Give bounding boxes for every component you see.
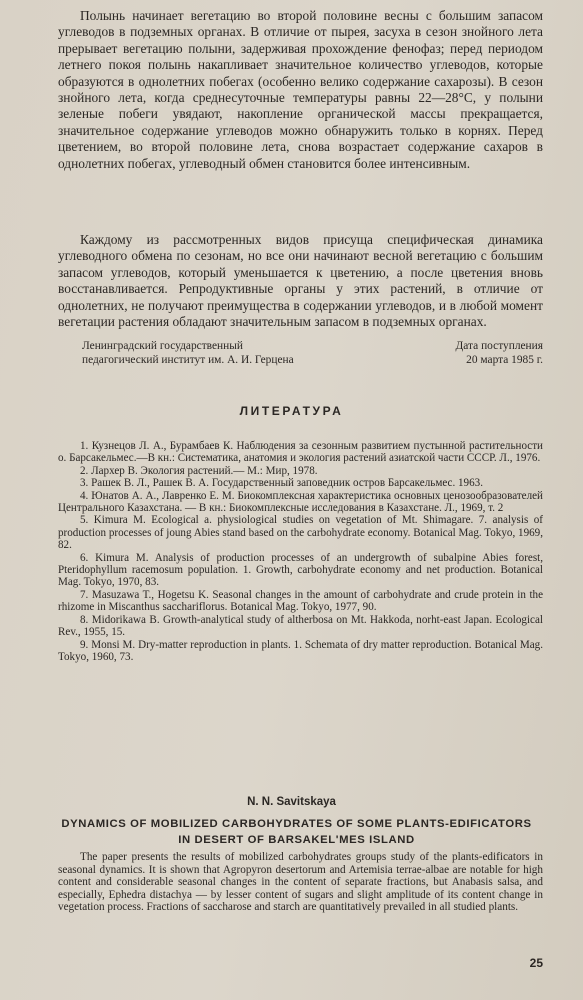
english-author: N. N. Savitskaya bbox=[247, 796, 336, 808]
references-heading: ЛИТЕРАТУРА bbox=[239, 404, 344, 418]
page-number: 25 bbox=[529, 956, 543, 970]
reference-item: 8. Midorikawa B. Growth-analytical study of altherbosa on Mt. Hakkoda, norht-east Japan. Ecological Rev., 1955, 15. bbox=[58, 613, 543, 639]
references-list bbox=[58, 440, 543, 663]
affiliation-line-1: Ленинградский государственный bbox=[82, 340, 243, 352]
english-title-line-2: IN DESERT OF BARSAKEL'MES ISLAND bbox=[178, 833, 415, 846]
affiliation bbox=[82, 340, 294, 368]
received-label: Дата поступления bbox=[455, 340, 543, 352]
received-date: 20 марта 1985 г. bbox=[466, 353, 543, 366]
reference-item: 1. Кузнецов Л. А., Бурамбаев К. Наблюдения за сезонным развитием пустынной растительности о. Барсакельмес.—В кн.: Систематика, анатомия и экология растений азиатской части СССР. Л., 1976. bbox=[58, 440, 543, 465]
reference-item: 2. Лархер В. Экология растений.— М.: Мир, 1978. bbox=[80, 464, 318, 477]
english-abstract: The paper presents the results of mobilized carbohydrates groups study of the plants-edificators in seasonal dynamics. It is shown that Agropyron desertorum and Artemisia terrae-albae are notable for high content and considerable seasonal changes in the content of separate fractions, but Anabasis salsa, and especially, Ephedra distachya — by lesser content of sugars and slight amplitude of its content change in vegetation process. Fractions of saccharose and starch are quantitatively prevailed in all studied plants. bbox=[58, 851, 543, 914]
reference-item: 3. Рашек В. Л., Рашек В. А. Государственный заповедник остров Барсакельмес. 1963. bbox=[80, 477, 483, 490]
body-paragraph-1: Полынь начинает вегетацию во второй половине весны с большим запасом углеводов в подземных органах. В отличие от пырея, засуха в сезон знойного лета прерывает вегетацию полыни, задерживая прохождение фенофаз; перед периодом летнего покоя полынь накапливает значительное количество углеводов, которые образуются в однолетних побегах (особенно велико содержание сахарозы). В сезон знойного лета, когда среднесуточные температуры равны 22—28°С, у полыни зеленые побеги увядают, накопление органической массы прекращается, значительное содержание углеводов можно обнаружить только в корнях. Перед цветением, во второй половине лета, снова возрастает содержание сахаров в однолетних побегах, углеводный обмен становится более интенсивным. bbox=[58, 8, 543, 171]
received-date-block bbox=[456, 340, 543, 368]
english-title bbox=[40, 817, 553, 848]
reference-item: 6. Kimura M. Analysis of production processes of an undergrowth of subalpine Abies forest, Pteridophyllum racemosum population. 1. Growth, carbohydrate economy and net production. Botanical Mag. Tokyo, 1970, 83. bbox=[58, 551, 543, 589]
reference-item: 5. Kimura M. Ecological a. physiological studies on vegetation of Mt. Shimagare. 7. analysis of production processes of joung Abies stand based on the carbohydrate economy. Botanical Mag. Tokyo, 1969, 82. bbox=[58, 514, 543, 552]
reference-item: 7. Masuzawa T., Hogetsu K. Seasonal changes in the amount of carbohydrate and crude protein in the rhizome in Miscanthus sacchariflorus. Botanical Mag. Tokyo, 1977, 90. bbox=[58, 588, 543, 614]
reference-item: 9. Monsi M. Dry-matter reproduction in plants. 1. Schemata of dry matter reproduction. Botanical Mag. Tokyo, 1960, 73. bbox=[58, 638, 543, 663]
body-paragraph-2: Каждому из рассмотренных видов присуща специфическая динамика углеводного обмена по сезонам, но все они начинают весной вегетацию с большим запасом углеводов, который уменьшается к цветению, а после цветения вновь восстанавливается. Репродуктивные органы у этих растений, в отличие от однолетних, не получают преимущества в содержании углеводов, и в любой момент вегетации растения обладают значительным запасом в подземных органах. bbox=[58, 232, 543, 330]
affiliation-line-2: педагогический институт им. А. И. Герцена bbox=[82, 353, 294, 366]
reference-item: 4. Юнатов А. А., Лавренко Е. М. Биокомплексная характеристика основных ценозообразователей Центрального Казахстана. — В кн.: Биокомплексные исследования в Казахстане. Л., 1969, т. 2 bbox=[58, 489, 543, 515]
english-title-line-1: DYNAMICS OF MOBILIZED CARBOHYDRATES OF SOME PLANTS-EDIFICATORS bbox=[61, 818, 532, 830]
